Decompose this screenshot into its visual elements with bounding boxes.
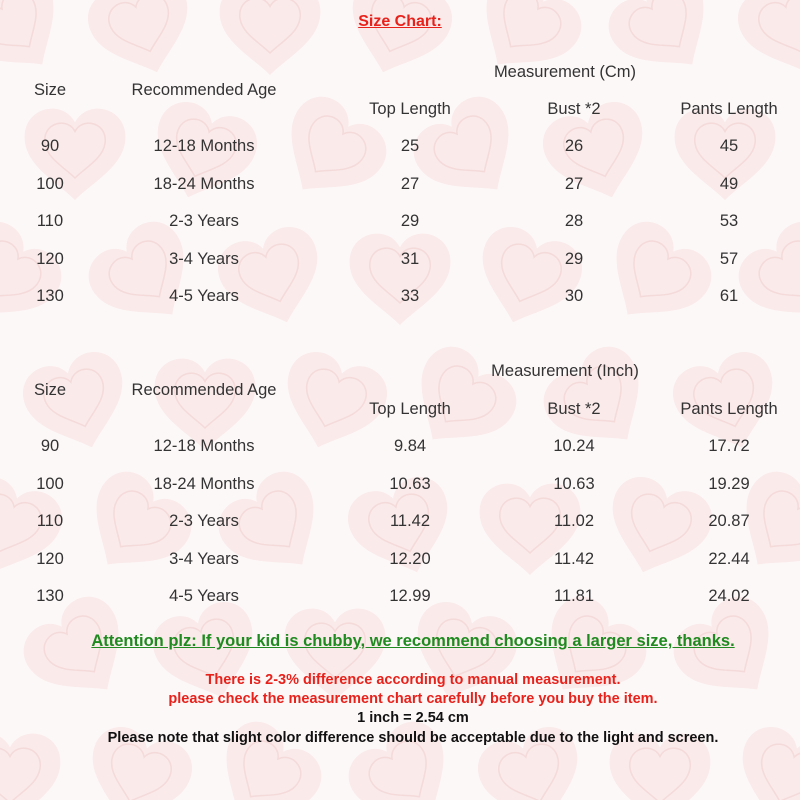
cell-size: 120 xyxy=(36,550,64,568)
cell-age: 12-18 Months xyxy=(153,137,255,155)
cell-top-length: 33 xyxy=(400,287,420,305)
header-bust: Bust *2 xyxy=(547,400,601,418)
header-bust: Bust *2 xyxy=(547,100,601,118)
cell-pants-length: 22.44 xyxy=(708,550,750,568)
header-pants-length: Pants Length xyxy=(680,400,778,418)
cell-size: 100 xyxy=(36,175,64,193)
cell-pants-length: 45 xyxy=(719,137,739,155)
header-pants-length: Pants Length xyxy=(680,100,778,118)
header-measurement-group: Measurement (Inch) xyxy=(491,362,639,380)
cell-size: 110 xyxy=(36,212,64,230)
header-size: Size xyxy=(33,81,67,99)
cell-size: 90 xyxy=(40,437,60,455)
inch-conversion-note: 1 inch = 2.54 cm xyxy=(357,710,469,726)
cell-pants-length: 19.29 xyxy=(708,475,750,493)
cell-age: 18-24 Months xyxy=(153,475,255,493)
header-measurement-group: Measurement (Cm) xyxy=(493,63,637,81)
cell-bust: 27 xyxy=(564,175,584,193)
cell-top-length: 29 xyxy=(400,212,420,230)
color-difference-note: Please note that slight color difference should be acceptable due to the light and screen. xyxy=(107,730,719,746)
cell-age: 3-4 Years xyxy=(169,250,239,268)
cell-top-length: 11.42 xyxy=(389,512,431,530)
header-top-length: Top Length xyxy=(369,100,451,118)
cell-top-length: 9.84 xyxy=(393,437,427,455)
cell-pants-length: 49 xyxy=(719,175,739,193)
cell-bust: 11.81 xyxy=(553,587,595,605)
cell-top-length: 12.99 xyxy=(389,587,431,605)
cell-size: 120 xyxy=(36,250,64,268)
cell-age: 4-5 Years xyxy=(169,287,239,305)
cell-size: 130 xyxy=(36,587,64,605)
cell-size: 130 xyxy=(36,287,64,305)
header-recommended-age: Recommended Age xyxy=(131,381,277,399)
cell-age: 2-3 Years xyxy=(169,512,239,530)
cell-bust: 10.24 xyxy=(553,437,595,455)
cell-bust: 28 xyxy=(564,212,584,230)
header-size: Size xyxy=(33,381,67,399)
cell-bust: 10.63 xyxy=(553,475,595,493)
header-top-length: Top Length xyxy=(369,400,451,418)
measurement-difference-note: There is 2-3% difference according to manual measurement. xyxy=(205,672,621,688)
page-title: Size Chart: xyxy=(358,13,442,30)
attention-note: Attention plz: If your kid is chubby, we recommend choosing a larger size, thanks. xyxy=(91,632,735,650)
cell-pants-length: 20.87 xyxy=(708,512,750,530)
cell-top-length: 27 xyxy=(400,175,420,193)
cell-top-length: 25 xyxy=(400,137,420,155)
cell-pants-length: 53 xyxy=(719,212,739,230)
cell-bust: 26 xyxy=(564,137,584,155)
cell-age: 18-24 Months xyxy=(153,175,255,193)
cell-top-length: 10.63 xyxy=(389,475,431,493)
cell-pants-length: 24.02 xyxy=(708,587,750,605)
cell-top-length: 31 xyxy=(400,250,420,268)
header-recommended-age: Recommended Age xyxy=(131,81,277,99)
cell-size: 100 xyxy=(36,475,64,493)
cell-pants-length: 17.72 xyxy=(708,437,750,455)
cell-size: 90 xyxy=(40,137,60,155)
cell-age: 12-18 Months xyxy=(153,437,255,455)
cell-bust: 30 xyxy=(564,287,584,305)
cell-bust: 11.42 xyxy=(553,550,595,568)
cell-pants-length: 61 xyxy=(719,287,739,305)
cell-bust: 11.02 xyxy=(553,512,595,530)
cell-pants-length: 57 xyxy=(719,250,739,268)
cell-top-length: 12.20 xyxy=(389,550,431,568)
cell-age: 3-4 Years xyxy=(169,550,239,568)
cell-age: 4-5 Years xyxy=(169,587,239,605)
check-chart-note: please check the measurement chart carefully before you buy the item. xyxy=(168,691,658,707)
cell-size: 110 xyxy=(36,512,64,530)
cell-age: 2-3 Years xyxy=(169,212,239,230)
cell-bust: 29 xyxy=(564,250,584,268)
